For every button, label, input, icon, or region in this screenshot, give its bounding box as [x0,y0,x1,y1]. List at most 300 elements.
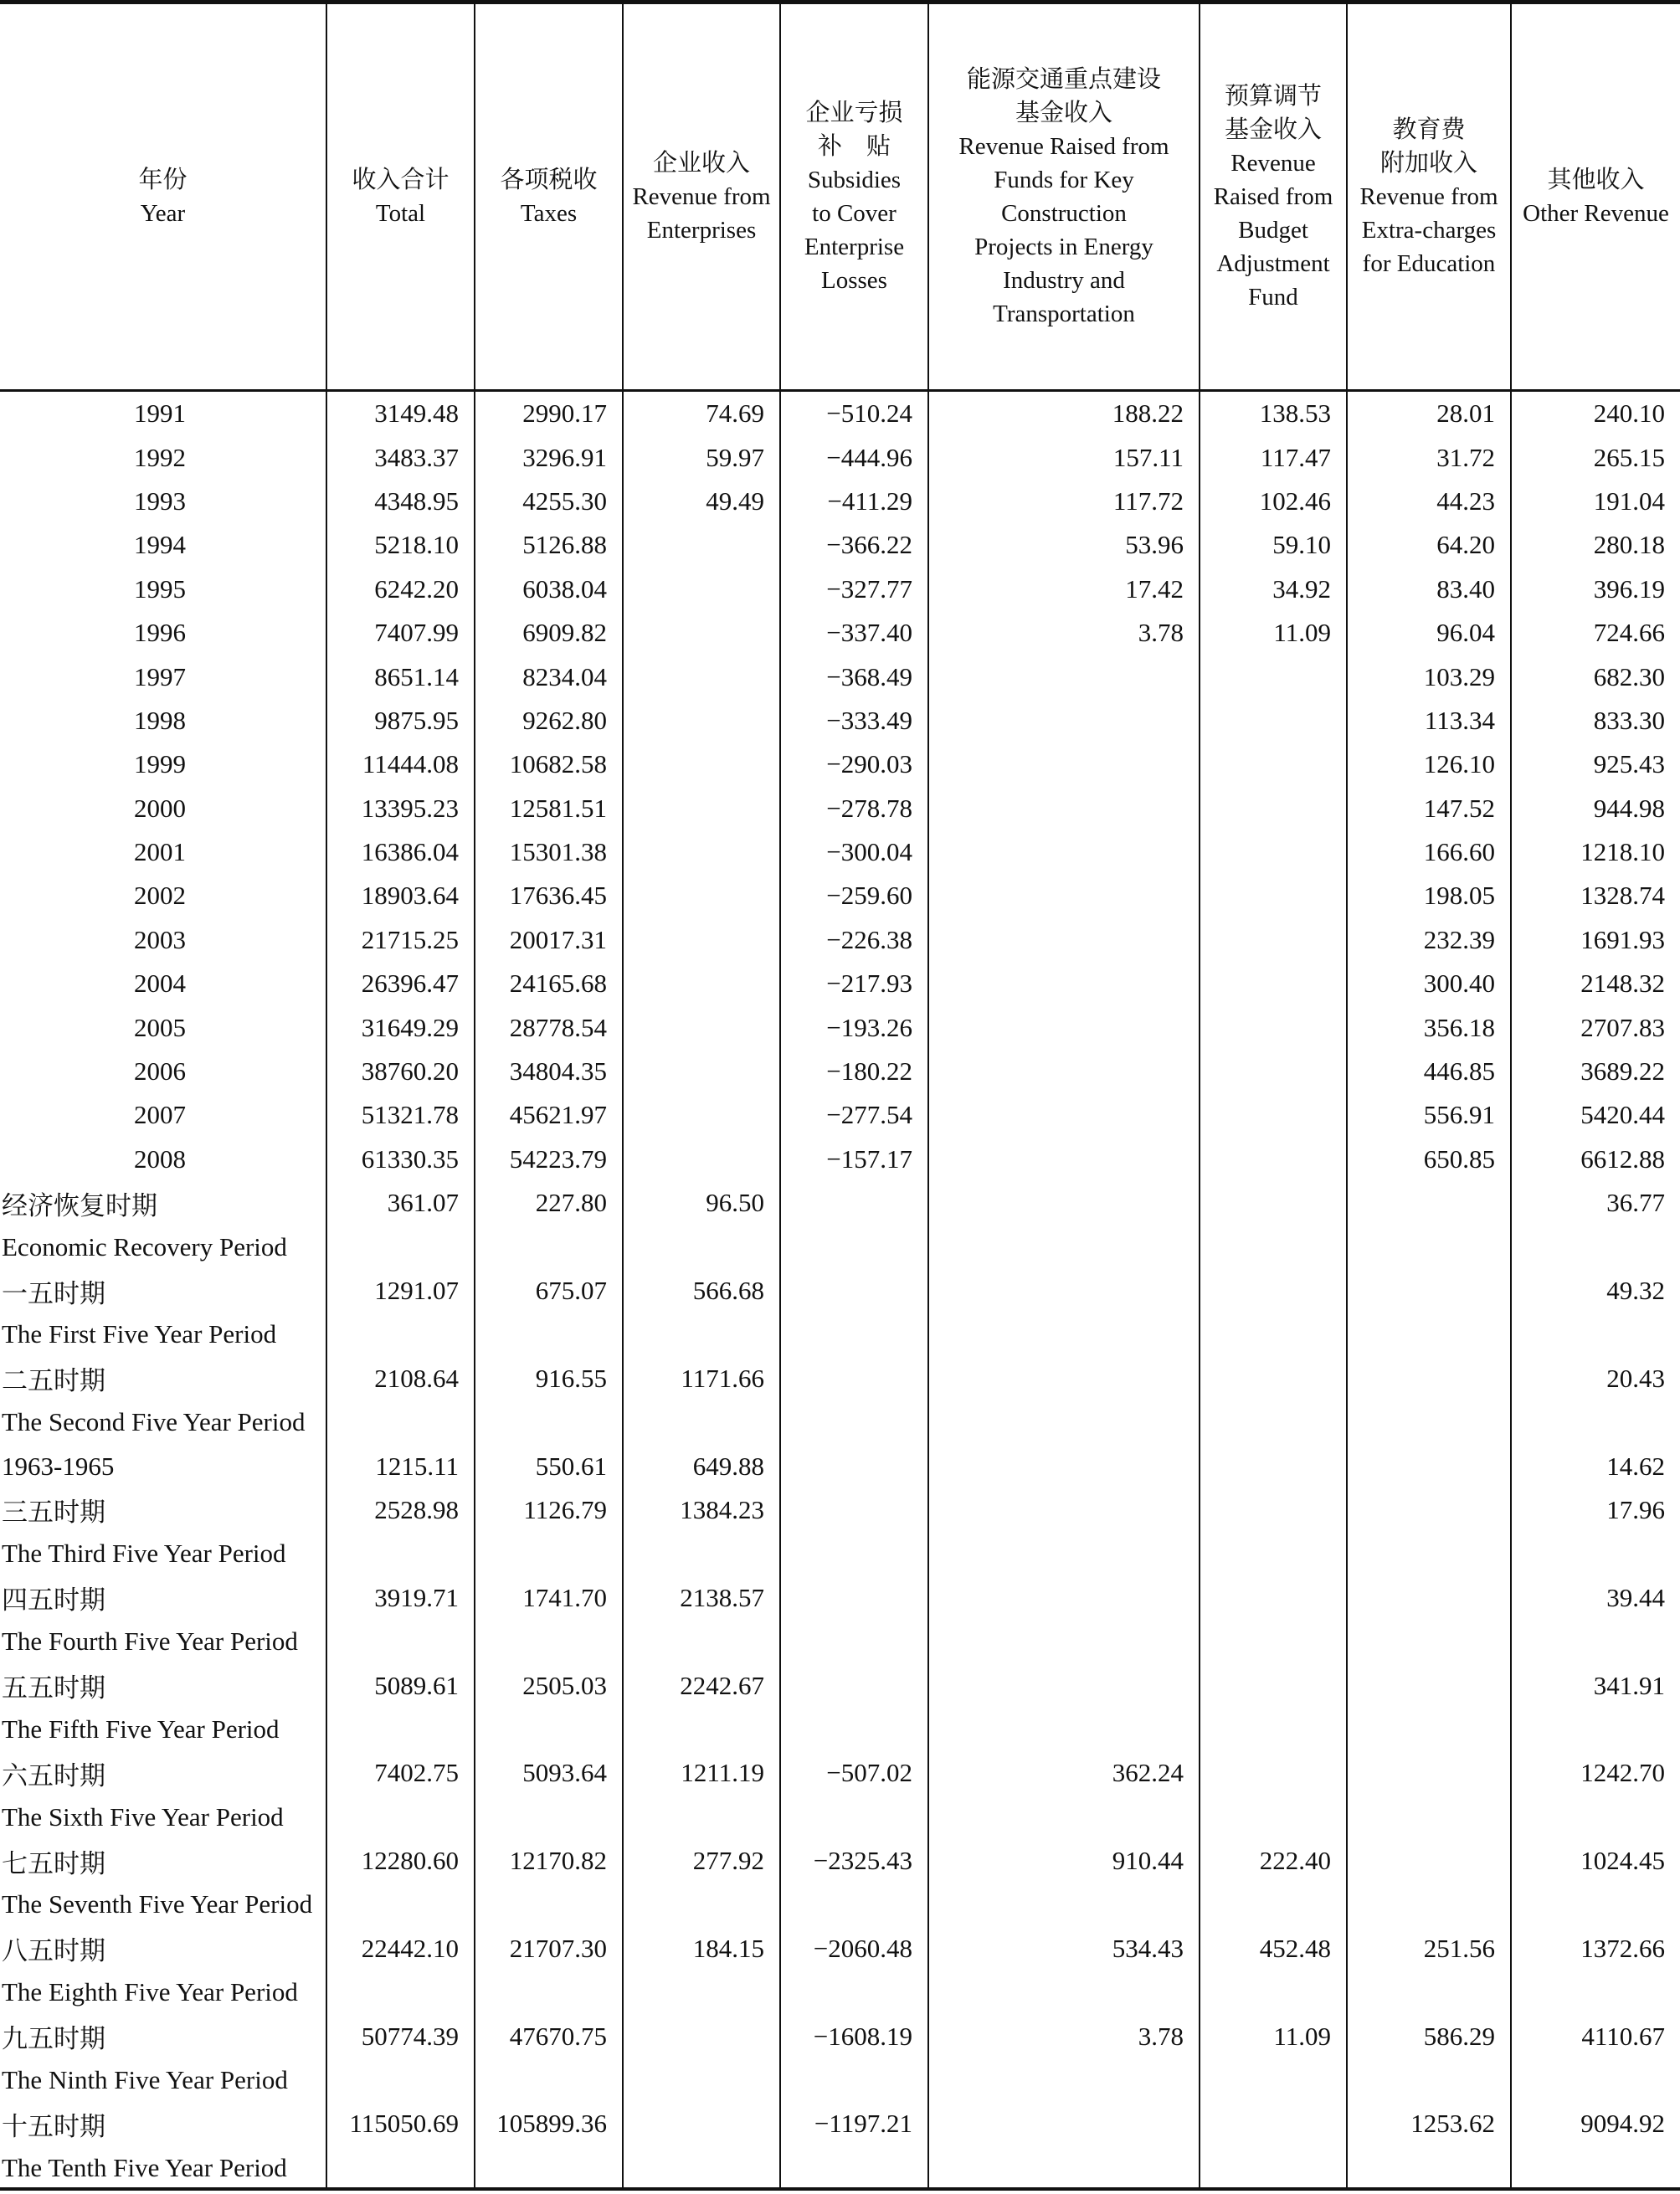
table-row [0,918,1680,962]
energy-cell [928,874,1200,917]
enterprises-cell [623,568,780,611]
enterprises-cell: 1384.23 [623,1488,780,1532]
empty-cell [928,1225,1200,1268]
energy-cell [928,1488,1200,1532]
budget-cell [1200,1050,1347,1093]
education-cell: 166.60 [1347,830,1511,874]
budget-cell [1200,1269,1347,1313]
energy-cell: 3.78 [928,611,1200,655]
period-label-zh: 六五时期 [2,1760,105,1791]
year-cell: 2007 [134,1100,186,1130]
taxes-cell: 20017.31 [475,918,623,962]
subsidies-cell: −510.24 [780,392,928,435]
table-row [0,480,1680,523]
subsidies-cell: −444.96 [780,435,928,479]
empty-cell [928,2146,1200,2190]
empty-cell [1200,1620,1347,1663]
col-header-enterprises-en1: Revenue from [632,183,771,210]
other-cell: 265.15 [1511,435,1680,479]
col-header-budget-en5: Fund [1248,284,1298,311]
other-cell: 944.98 [1511,787,1680,830]
period-label-en: The Fifth Five Year Period [2,1714,280,1744]
total-cell: 38760.20 [326,1050,475,1093]
year-cell: 2003 [134,924,186,954]
energy-cell: 534.43 [928,1927,1200,1970]
empty-cell [475,1225,623,1268]
col-header-subsidies-zh1: 企业亏损 [805,100,903,126]
enterprises-cell: 59.97 [623,435,780,479]
taxes-cell: 12170.82 [475,1839,623,1883]
taxes-cell: 550.61 [475,1444,623,1488]
empty-cell [1347,1708,1511,1751]
taxes-cell: 10682.58 [475,742,623,786]
enterprises-cell: 49.49 [623,480,780,523]
empty-cell [1347,1313,1511,1356]
total-cell: 2108.64 [326,1357,475,1400]
year-cell: 1997 [134,661,186,691]
col-header-energy-zh2: 基金收入 [1015,100,1112,126]
empty-cell [326,1400,475,1444]
taxes-cell: 1126.79 [475,1488,623,1532]
table-row [0,962,1680,1005]
enterprises-cell [623,1138,780,1181]
empty-cell [326,1970,475,2014]
taxes-cell: 54223.79 [475,1138,623,1181]
subsidies-cell: −259.60 [780,874,928,917]
subsidies-cell: −180.22 [780,1050,928,1093]
table-row [0,392,1680,435]
col-header-total-en: Total [375,200,426,227]
taxes-cell: 3296.91 [475,435,623,479]
table-row [0,2014,1680,2058]
period-label-en: The Eighth Five Year Period [2,1977,298,2007]
empty-cell [326,1708,475,1751]
taxes-cell: 675.07 [475,1269,623,1313]
subsidies-cell: −290.03 [780,742,928,786]
period-label-zh: 五五时期 [2,1673,105,1703]
education-cell: 1253.62 [1347,2102,1511,2145]
budget-cell: 11.09 [1200,2014,1347,2058]
empty-cell [1511,1796,1680,1839]
energy-cell [928,1093,1200,1137]
empty-cell [623,1225,780,1268]
taxes-cell: 5093.64 [475,1751,623,1795]
empty-cell [928,1708,1200,1751]
empty-cell [326,2146,475,2190]
budget-cell [1200,1181,1347,1225]
other-cell: 1218.10 [1511,830,1680,874]
table-row-subtitle [0,1796,1680,1839]
table-row [0,830,1680,874]
energy-cell [928,1357,1200,1400]
year-cell: 2004 [134,969,186,999]
year-cell: 2005 [134,1012,186,1042]
empty-cell [1347,2146,1511,2190]
budget-cell [1200,699,1347,742]
enterprises-cell: 2242.67 [623,1663,780,1707]
empty-cell [780,1400,928,1444]
subsidies-cell [780,1444,928,1488]
budget-cell: 138.53 [1200,392,1347,435]
energy-cell [928,830,1200,874]
other-cell: 14.62 [1511,1444,1680,1488]
other-cell: 191.04 [1511,480,1680,523]
col-header-energy-en2: Funds for Key [994,167,1134,193]
empty-cell [780,1970,928,2014]
col-header-budget-zh1: 预算调节 [1224,83,1322,110]
enterprises-cell [623,2102,780,2145]
energy-cell: 157.11 [928,435,1200,479]
empty-cell [1511,1532,1680,1575]
education-cell: 44.23 [1347,480,1511,523]
total-cell: 3483.37 [326,435,475,479]
education-cell: 586.29 [1347,2014,1511,2058]
year-cell: 1991 [134,398,186,429]
budget-cell: 102.46 [1200,480,1347,523]
enterprises-cell: 1211.19 [623,1751,780,1795]
table-row [0,1093,1680,1137]
enterprises-cell [623,874,780,917]
col-header-enterprises [623,3,780,391]
empty-cell [780,1708,928,1751]
col-header-energy-en4: Projects in Energy [974,234,1153,260]
empty-cell [780,2058,928,2102]
energy-cell [928,962,1200,1005]
total-cell: 13395.23 [326,787,475,830]
taxes-cell: 9262.80 [475,699,623,742]
year-cell: 2008 [134,1143,186,1174]
empty-cell [1347,2058,1511,2102]
other-cell: 49.32 [1511,1269,1680,1313]
education-cell: 251.56 [1347,1927,1511,1970]
total-cell: 4348.95 [326,480,475,523]
subsidies-cell: −411.29 [780,480,928,523]
enterprises-cell [623,1050,780,1093]
other-cell: 1024.45 [1511,1839,1680,1883]
col-header-subsidies-en3: Enterprise [804,234,905,260]
year-cell: 2001 [134,837,186,867]
subsidies-cell: −2060.48 [780,1927,928,1970]
taxes-cell: 24165.68 [475,962,623,1005]
education-cell: 300.40 [1347,962,1511,1005]
education-cell: 83.40 [1347,568,1511,611]
empty-cell [623,1970,780,2014]
col-header-other [1511,3,1680,391]
empty-cell [623,1532,780,1575]
table-row [0,1357,1680,1400]
empty-cell [623,1708,780,1751]
period-label-zh: 四五时期 [2,1585,105,1616]
table-row [0,699,1680,742]
energy-cell [928,2102,1200,2145]
period-label-zh: 三五时期 [2,1498,105,1528]
col-header-budget-en1: Revenue [1230,150,1316,177]
total-cell: 3919.71 [326,1576,475,1620]
taxes-cell: 34804.35 [475,1050,623,1093]
education-cell: 556.91 [1347,1093,1511,1137]
table-row-subtitle [0,1225,1680,1268]
total-cell: 8651.14 [326,655,475,698]
table-row-subtitle [0,1620,1680,1663]
table-row-subtitle [0,1708,1680,1751]
table-row [0,2102,1680,2145]
enterprises-cell [623,1093,780,1137]
taxes-cell: 28778.54 [475,1005,623,1049]
col-header-subsidies [780,3,928,391]
table-row [0,787,1680,830]
enterprises-cell: 566.68 [623,1269,780,1313]
empty-cell [1200,1796,1347,1839]
col-header-budget-en3: Budget [1238,217,1308,244]
table-row [0,1005,1680,1049]
energy-cell [928,1050,1200,1093]
budget-cell [1200,1751,1347,1795]
total-cell: 6242.20 [326,568,475,611]
other-cell: 396.19 [1511,568,1680,611]
taxes-cell: 2990.17 [475,392,623,435]
education-cell [1347,1357,1511,1400]
col-header-budget-zh2: 基金收入 [1224,116,1322,143]
year-cell: 1998 [134,705,186,735]
energy-cell: 362.24 [928,1751,1200,1795]
empty-cell [928,1796,1200,1839]
other-cell: 20.43 [1511,1357,1680,1400]
enterprises-cell [623,611,780,655]
table-row [0,611,1680,655]
total-cell: 51321.78 [326,1093,475,1137]
empty-cell [1347,1883,1511,1926]
empty-cell [1347,1400,1511,1444]
empty-cell [928,1313,1200,1356]
table-row [0,874,1680,917]
empty-cell [1347,1225,1511,1268]
other-cell: 6612.88 [1511,1138,1680,1181]
budget-cell [1200,830,1347,874]
year-cell: 1993 [134,486,186,516]
education-cell [1347,1663,1511,1707]
other-cell: 1328.74 [1511,874,1680,917]
total-cell: 1291.07 [326,1269,475,1313]
budget-cell: 117.47 [1200,435,1347,479]
col-header-subsidies-en4: Losses [821,267,887,294]
year-cell: 1994 [134,530,186,560]
empty-cell [780,1620,928,1663]
empty-cell [326,1313,475,1356]
education-cell: 103.29 [1347,655,1511,698]
education-cell: 147.52 [1347,787,1511,830]
other-cell: 17.96 [1511,1488,1680,1532]
empty-cell [1200,1313,1347,1356]
taxes-cell: 47670.75 [475,2014,623,2058]
other-cell: 9094.92 [1511,2102,1680,2145]
table-row [0,1181,1680,1225]
enterprises-cell [623,830,780,874]
empty-cell [326,1883,475,1926]
subsidies-cell [780,1269,928,1313]
taxes-cell: 6909.82 [475,611,623,655]
period-label-en: Economic Recovery Period [2,1231,287,1261]
enterprises-cell [623,1005,780,1049]
period-label-zh: 二五时期 [2,1366,105,1396]
taxes-cell: 1741.70 [475,1576,623,1620]
period-label-zh: 九五时期 [2,2024,105,2054]
empty-cell [475,1532,623,1575]
period-label-zh: 一五时期 [2,1278,105,1308]
other-cell: 280.18 [1511,523,1680,567]
empty-cell [623,1796,780,1839]
col-header-taxes [475,3,623,391]
year-cell: 2002 [134,881,186,911]
budget-cell [1200,655,1347,698]
budget-cell: 59.10 [1200,523,1347,567]
total-cell: 9875.95 [326,699,475,742]
empty-cell [928,2058,1200,2102]
education-cell: 113.34 [1347,699,1511,742]
budget-cell [1200,962,1347,1005]
period-label-zh: 十五时期 [2,2111,105,2141]
col-header-year-en: Year [140,200,186,227]
energy-cell [928,1138,1200,1181]
subsidies-cell: −1608.19 [780,2014,928,2058]
col-header-education-en2: Extra-charges [1361,217,1497,244]
col-header-budget [1200,3,1347,391]
col-header-year-zh: 年份 [138,167,188,193]
empty-cell [1200,1532,1347,1575]
period-label-en: The Third Five Year Period [2,1539,286,1569]
energy-cell: 188.22 [928,392,1200,435]
budget-cell [1200,2102,1347,2145]
col-header-energy-en3: Construction [1001,200,1127,227]
empty-cell [780,2146,928,2190]
total-cell: 1215.11 [326,1444,475,1488]
period-label-zh: 经济恢复时期 [2,1190,157,1220]
table-row [0,1488,1680,1532]
col-header-enterprises-en2: Enterprises [646,217,757,244]
subsidies-cell: −1197.21 [780,2102,928,2145]
subsidies-cell: −193.26 [780,1005,928,1049]
taxes-cell: 45621.97 [475,1093,623,1137]
budget-cell: 11.09 [1200,611,1347,655]
empty-cell [475,1970,623,2014]
empty-cell [1347,1970,1511,2014]
subsidies-cell [780,1357,928,1400]
table-row [0,523,1680,567]
other-cell: 2148.32 [1511,962,1680,1005]
other-cell: 36.77 [1511,1181,1680,1225]
empty-cell [1511,2146,1680,2190]
total-cell: 5218.10 [326,523,475,567]
year-cell: 1992 [134,442,186,472]
education-cell [1347,1181,1511,1225]
col-header-taxes-en: Taxes [520,200,578,227]
empty-cell [780,1796,928,1839]
subsidies-cell [780,1181,928,1225]
budget-cell [1200,1357,1347,1400]
year-cell: 1999 [134,749,186,779]
empty-cell [1511,1708,1680,1751]
empty-cell [780,1532,928,1575]
enterprises-cell [623,742,780,786]
enterprises-cell [623,2014,780,2058]
empty-cell [623,1883,780,1926]
education-cell: 232.39 [1347,918,1511,962]
period-label-en: The Fourth Five Year Period [2,1626,298,1657]
taxes-cell: 6038.04 [475,568,623,611]
year-cell: 1996 [134,618,186,648]
empty-cell [1200,2146,1347,2190]
empty-cell [1511,2058,1680,2102]
table-row [0,1050,1680,1093]
subsidies-cell [780,1488,928,1532]
enterprises-cell [623,523,780,567]
taxes-cell: 916.55 [475,1357,623,1400]
period-label-en: The Ninth Five Year Period [2,2065,288,2095]
energy-cell [928,1576,1200,1620]
empty-cell [326,1225,475,1268]
empty-cell [326,1620,475,1663]
table-row-subtitle [0,1532,1680,1575]
table-row [0,1927,1680,1970]
subsidies-cell: −507.02 [780,1751,928,1795]
table-row [0,1751,1680,1795]
enterprises-cell: 96.50 [623,1181,780,1225]
total-cell: 7407.99 [326,611,475,655]
enterprises-cell [623,699,780,742]
col-header-enterprises-zh: 企业收入 [652,150,750,177]
energy-cell [928,1269,1200,1313]
other-cell: 1372.66 [1511,1927,1680,1970]
empty-cell [623,2058,780,2102]
col-header-subsidies-en2: to Cover [812,200,897,227]
enterprises-cell: 649.88 [623,1444,780,1488]
total-cell: 2528.98 [326,1488,475,1532]
subsidies-cell: −2325.43 [780,1839,928,1883]
enterprises-cell [623,655,780,698]
table-header [0,0,1680,392]
year-cell: 2006 [134,1056,186,1087]
total-cell: 3149.48 [326,392,475,435]
education-cell: 650.85 [1347,1138,1511,1181]
taxes-cell: 8234.04 [475,655,623,698]
taxes-cell: 105899.36 [475,2102,623,2145]
col-header-other-zh: 其他收入 [1547,167,1645,193]
total-cell: 12280.60 [326,1839,475,1883]
empty-cell [475,1313,623,1356]
taxes-cell: 4255.30 [475,480,623,523]
col-header-year [0,3,326,391]
energy-cell: 53.96 [928,523,1200,567]
col-header-energy-zh1: 能源交通重点建设 [966,66,1161,93]
total-cell: 361.07 [326,1181,475,1225]
education-cell: 198.05 [1347,874,1511,917]
col-header-education-en3: for Education [1362,250,1496,277]
empty-cell [1347,1796,1511,1839]
empty-cell [1511,1970,1680,2014]
energy-cell [928,699,1200,742]
other-cell: 3689.22 [1511,1050,1680,1093]
education-cell: 64.20 [1347,523,1511,567]
subsidies-cell: −277.54 [780,1093,928,1137]
total-cell: 18903.64 [326,874,475,917]
education-cell [1347,1444,1511,1488]
taxes-cell: 12581.51 [475,787,623,830]
enterprises-cell: 1171.66 [623,1357,780,1400]
empty-cell [1200,1225,1347,1268]
table-bottom-rule [0,2187,1680,2191]
empty-cell [1347,1532,1511,1575]
col-header-taxes-zh: 各项税收 [500,167,598,193]
total-cell: 26396.47 [326,962,475,1005]
